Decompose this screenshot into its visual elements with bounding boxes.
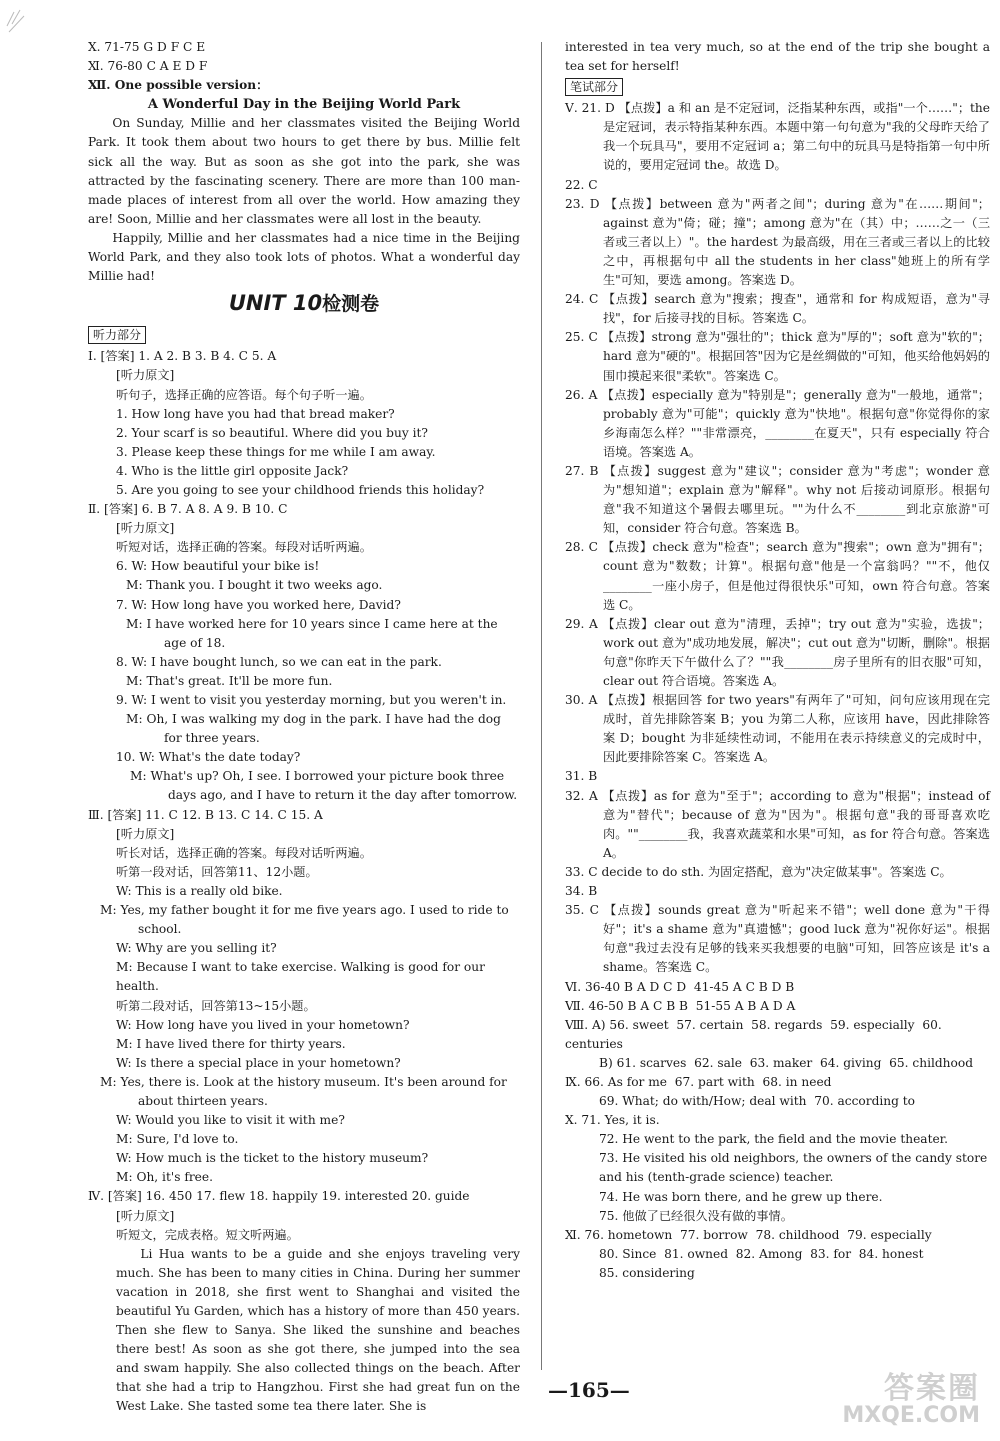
essay-paragraph-2: Happily, Millie and her classmates had a nice time in the Beijing World Park, and they also took lots of photos. What a wonderful day Millie had! [88, 230, 524, 284]
section-3-instruction: 听长对话，选择正确的答案。每段对话听两遍。 [116, 845, 372, 860]
answer-line-xii: Ⅻ. One possible version： [88, 78, 269, 93]
answer-32: 32. A 【点拨】as for 意为"至于"；according to 意为"根据"；instead of 意为"替代"；because of 意为"因为"。根据句意"我的哥哥喜欢吃肉。""________我，我喜欢蔬菜和水果"可知，as for 符合句意。答案选 A。 [565, 788, 994, 860]
answer-24: 24. C 【点拨】search 意为"搜索；搜查"，通常和 for 构成短语，意为"寻找"，for 后接寻找的目标。答案选 C。 [565, 292, 990, 326]
dialogue-line: M: That's great. It'll be more fun. [126, 673, 333, 688]
answer-26: 26. A 【点拨】especially 意为"特别是"；generally 意为"一般地，通常"；probably 意为"可能"；quickly 意为"快地"。根据句意"你觉得你的家乡海南怎么样？""非常漂亮，________在夏天"，只有 especially 符合语境。答案选 A。 [565, 387, 990, 459]
section-1-item: 2. Your scarf is so beautiful. Where did you buy it? [116, 425, 428, 440]
unit-title-cn: 检测卷 [322, 293, 380, 316]
section-2-instruction: 听短对话，选择正确的答案。每段对话听两遍。 [116, 540, 372, 555]
essay-title: A Wonderful Day in the Beijing World Park [147, 97, 461, 113]
answer-33: 33. C decide to do sth. 为固定搭配，意为"决定做某事"。答案选 C。 [565, 864, 952, 879]
dialogue-line: 听第一段对话，回答第11、12小题。 [116, 864, 318, 879]
dialogue-line: 9. W: I went to visit you yesterday morning, but you weren't in. [116, 693, 507, 707]
dialogue-line: M: Sure, I'd love to. [116, 1132, 239, 1147]
written-section-tag: 笔试部分 [565, 78, 623, 96]
dialogue-line: 7. W: How long have you worked here, David? [116, 597, 401, 612]
answer-line-vii: Ⅶ. 46-50 B A C B B 51-55 A B A D A [565, 998, 796, 1013]
dialogue-line: 听第二段对话，回答第13~15小题。 [116, 998, 316, 1013]
answer-29: 29. A 【点拨】clear out 意为"清理，丢掉"；try out 意为"实验，选拔"；work out 意为"成功地发展，解决"；cut out 意为"切断，删除"。根据句意"你昨天下午做什么了？""我________房子里所有的旧衣服"可知，clear out 符合语境。答案选 A。 [565, 616, 990, 688]
answer-line-vi: Ⅵ. 36-40 B A D C D 41-45 A C B D B [565, 979, 795, 994]
dialogue-line: M: Thank you. I bought it two weeks ago. [126, 578, 383, 593]
page-number: —165— [548, 1378, 630, 1402]
section-3-transcript-label: [听力原文] [116, 826, 175, 841]
dialogue-line: W: How much is the ticket to the history museum? [116, 1151, 429, 1166]
section-4-answers: Ⅳ. [答案] 16. 450 17. flew 18. happily 19. interested 20. guide [88, 1189, 470, 1204]
watermark-url: MXQE.COM [842, 1403, 980, 1428]
answer-line-x-item: 75. 他做了已经很久没有做的事情。 [599, 1208, 793, 1223]
dialogue-line: W: Is there a special place in your hometown? [116, 1055, 401, 1070]
answer-30: 30. A 【点拨】根据回答 for two years"有两年了"可知，问句应该用现在完成时，首先排除答案 B；you 为第二人称，应该用 have，因此排除答案 D；bought 为非延续性动词，不能用在表示持续意义的完成时中，因此要排除答案 C。答案选 A。 [565, 693, 990, 765]
corner-ornament-icon [4, 6, 34, 36]
dialogue-line: 6. W: How beautiful your bike is! [116, 559, 320, 574]
section-1-transcript-label: [听力原文] [116, 368, 175, 383]
answer-line-ix-b: 69. What; do with/How; deal with 70. according to [599, 1094, 916, 1109]
dialogue-line: W: Would you like to visit it with me? [116, 1113, 345, 1128]
dialogue-line: M: What's up? Oh, I see. I borrowed your picture book three days ago, and I have to return it the day after tomorrow. [130, 769, 518, 803]
unit-title [88, 291, 520, 316]
section-2-transcript-label: [听力原文] [116, 521, 175, 536]
dialogue-line: M: I have lived there for thirty years. [116, 1036, 346, 1051]
dialogue-line: W: This is a really old bike. [116, 883, 283, 898]
answer-line-x-item: 72. He went to the park, the field and the movie theater. [599, 1132, 949, 1147]
section-3-answers: Ⅲ. [答案] 11. C 12. B 13. C 14. C 15. A [88, 807, 323, 822]
section-1-item: 3. Please keep these things for me while I am away. [116, 444, 436, 459]
answer-25: 25. C 【点拨】strong 意为"强壮的"；thick 意为"厚的"；soft 意为"软的"；hard 意为"硬的"。根据回答"因为它是丝绸做的"可知，他买给他妈妈的围巾摸起来很"柔软"。答案选 C。 [565, 330, 990, 383]
dialogue-line: W: How long have you lived in your hometown? [116, 1017, 410, 1032]
dialogue-line: M: Yes, there is. Look at the history museum. It's been around for about thirteen years. [100, 1074, 511, 1108]
answer-line-viii-b: B) 61. scarves 62. sale 63. maker 64. giving 65. childhood [599, 1055, 973, 1070]
answer-line-xi-a: Ⅺ. 76. hometown 77. borrow 78. childhood 79. especially [565, 1227, 932, 1242]
column-divider [541, 42, 542, 1370]
answer-line-xi-c: 85. considering [599, 1265, 695, 1280]
dialogue-line: M: Oh, I was walking my dog in the park. I have had the dog for three years. [126, 712, 505, 746]
section-1-instruction: 听句子，选择正确的应答语。每个句子听一遍。 [116, 387, 372, 402]
essay-paragraph-1: On Sunday, Millie and her classmates visited the Beijing World Park. It took them about two hours to get there by bus. Millie felt sick all the way. But as soon as she got into the park, she was attracted by the fascinating scenery. There are more than 100 man-made places of interest from all over the world. How amazing they are! Soon, Millie and her classmates were all lost in the beauty. [88, 116, 524, 226]
answer-28: 28. C 【点拨】check 意为"检查"；search 意为"搜索"；own 意为"拥有"；count 意为"数数；计算"。根据句意"他是一个富翁吗？""不，他仅________一座小房子，但是他过得很快乐"可知，own 符合句意。答案选 C。 [565, 540, 990, 612]
dialogue-line: 8. W: I have bought lunch, so we can eat in the park. [116, 654, 442, 669]
watermark-text: 答案圈 [884, 1371, 980, 1406]
answer-34: 34. B [565, 884, 598, 899]
answer-22: 22. C [565, 177, 598, 192]
answer-line-x-item: 73. He visited his old neighbors, the owners of the candy store and his (tenth-grade science) teacher. [599, 1151, 992, 1185]
dialogue-line: M: Oh, it's free. [116, 1170, 213, 1185]
answer-21: Ⅴ. 21. D 【点拨】a 和 an 是不定冠词，泛指某种东西，或指"一个……"；the 是定冠词，表示特指某种东西。本题中第一句句意为"我的父母昨天给了我一个玩具马"，要用不定冠词 a；第二句中的玩具马是特指第一句中所说的，要用定冠词 the。故选 D。 [565, 101, 994, 173]
dialogue-line: W: Why are you selling it? [116, 941, 277, 956]
section-2-answers: Ⅱ. [答案] 6. B 7. A 8. A 9. B 10. C [88, 502, 288, 517]
section-1-answers: Ⅰ. [答案] 1. A 2. B 3. B 4. C 5. A [88, 349, 277, 364]
answer-line-xi: Ⅺ. 76-80 C A E D F [88, 59, 208, 74]
answer-35: 35. C 【点拨】sounds great 意为"听起来不错"；well done 意为"干得好"；it's a shame 意为"真遗憾"；good luck 意为"祝你好运"。根据句意"我过去没有足够的钱来买我想要的电脑"可知，回答应该是 it's a shame。答案选 C。 [565, 903, 994, 975]
answer-line-ix-a: Ⅸ. 66. As for me 67. part with 68. in need [565, 1074, 832, 1089]
section-4-passage: Li Hua wants to be a guide and she enjoys traveling very much. She has been to many cities in China. During her summer vacation in 2018, she first went to Shanghai and visited the beautiful Yu Garden, which has a history of more than 450 years. Then she flew to Sanya. She liked the sunshine and beaches there best! As soon as she got there, she jumped into the sea and swam happily. She also collected things on the beach. After that she had a trip to Hangzhou. First she had great fun on the West Lake. She tasted some tea there later. She is [116, 1246, 524, 1414]
listening-section-tag: 听力部分 [88, 326, 146, 344]
section-4-transcript-label: [听力原文] [116, 1208, 175, 1223]
answer-line-x-item: 74. He was born there, and he grew up there. [599, 1189, 883, 1204]
answer-line-viii-a: Ⅷ. A) 56. sweet 57. certain 58. regards 59. especially 60. centuries [565, 1017, 946, 1051]
unit-title-en: UNIT 10 [228, 291, 323, 316]
answer-27: 27. B 【点拨】suggest 意为"建议"；consider 意为"考虑"；wonder 意为"想知道"；explain 意为"解释"。why not 后接动词原形。根据句意"我不知道这个暑假去哪里玩。""为什么不________到北京旅游"可知，consider 符合句意。答案选 B。 [565, 463, 990, 536]
section-1-item: 5. Are you going to see your childhood friends this holiday? [116, 482, 485, 497]
section-1-item: 1. How long have you had that bread maker? [116, 406, 395, 421]
answer-31: 31. B [565, 769, 598, 784]
answer-line-x: Ⅹ. 71. Yes, it is. [565, 1113, 660, 1128]
dialogue-line: M: Because I want to take exercise. Walking is good for our health. [116, 960, 489, 994]
answer-23: 23. D 【点拨】between 意为"两者之间"；during 意为"在……期间"；against 意为"倚；碰；撞"；among 意为"在（其）中；……之一（三者或三者以上）"。the hardest 为最高级，用在三者或三者以上的比较之中，再根据句中 all the students in her class"她班上的所有学生"可知，要选 among。答案选 D。 [565, 196, 990, 288]
left-column [88, 38, 524, 1417]
answer-line-x: Ⅹ. 71-75 G D F C E [88, 40, 206, 54]
passage-continuation: interested in tea very much, so at the end of the trip she bought a tea set for herself! [565, 40, 994, 74]
section-4-instruction: 听短文，完成表格。短文听两遍。 [116, 1227, 299, 1242]
section-1-item: 4. Who is the little girl opposite Jack? [116, 463, 349, 478]
dialogue-line: M: Yes, my father bought it for me five years ago. I used to ride to school. [100, 903, 513, 937]
dialogue-line: 10. W: What's the date today? [116, 750, 301, 765]
right-column [565, 38, 994, 1283]
watermark-logo [826, 1363, 986, 1435]
answer-line-xi-b: 80. Since 81. owned 82. Among 83. for 84. honest [599, 1246, 924, 1261]
dialogue-line: M: I have worked here for 10 years since I came here at the age of 18. [126, 616, 502, 650]
